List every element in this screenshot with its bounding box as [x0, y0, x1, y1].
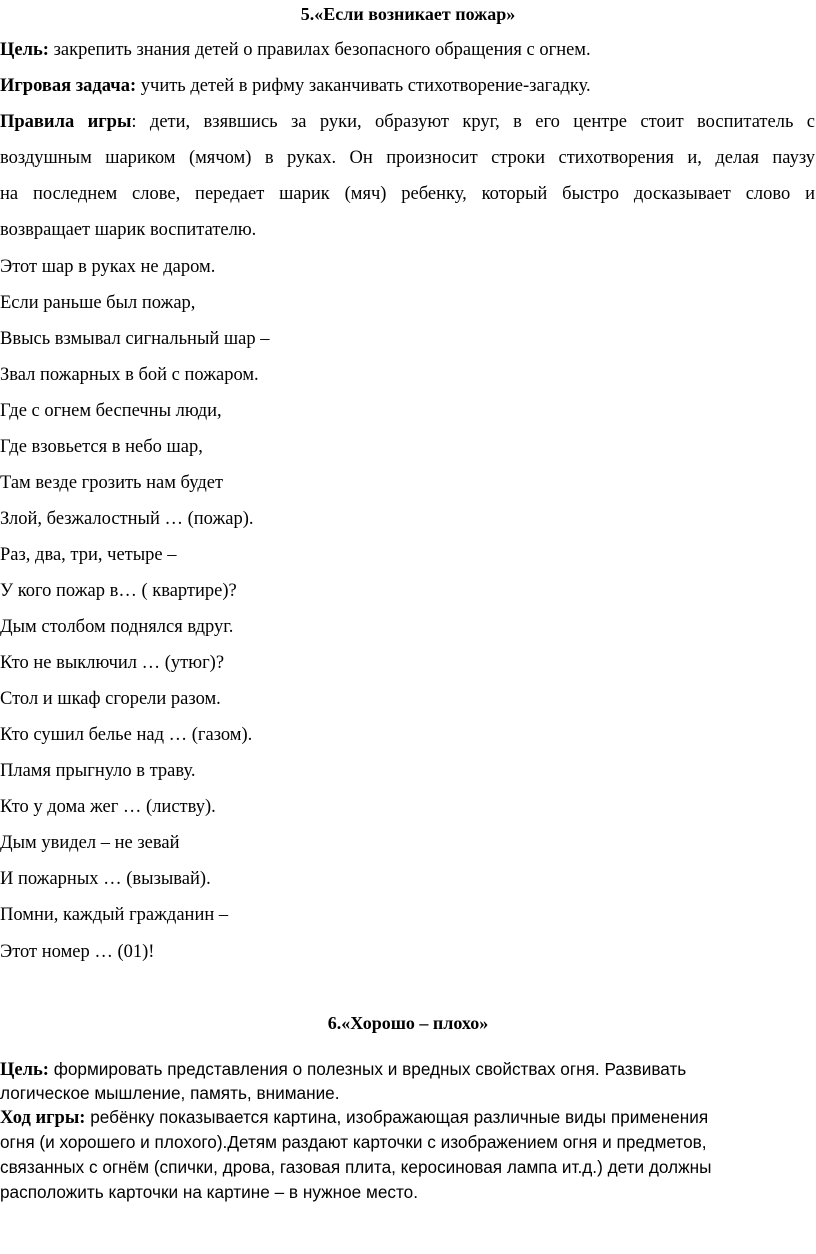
poem-line: Пламя прыгнуло в траву.: [0, 761, 196, 781]
rules-line: на последнем слове, передает шарик (мяч) ребенку, который быстро досказывает слово и: [0, 184, 815, 204]
section1-title: 5.«Если возникает пожар»: [300, 4, 516, 24]
poem-line: Где с огнем беспечны люди,: [0, 401, 222, 421]
poem-line: У кого пожар в… ( квартире)?: [0, 581, 237, 601]
poem-line: Этот номер … (01)!: [0, 942, 155, 962]
task-label: Игровая задача:: [0, 76, 137, 96]
goal-text: формировать представления о полезных и вредных свойствах огня. Развивать: [48, 1059, 687, 1079]
poem-line: Дым увидел – не зевай: [0, 833, 180, 853]
goal-label: Цель:: [0, 1060, 49, 1080]
rules-line: возвращает шарик воспитателю.: [0, 220, 257, 240]
task-text: учить детей в рифму заканчивать стихотворение-загадку.: [136, 76, 591, 96]
poem-line: Где взовьется в небо шар,: [0, 437, 203, 457]
section2-process-line: огня (и хорошего и плохого).Детям раздают карточки с изображением огня и предметов,: [0, 1132, 707, 1152]
poem-line: Этот шар в руках не даром.: [0, 257, 216, 277]
poem-line: Злой, безжалостный … (пожар).: [0, 509, 254, 529]
poem-line: Звал пожарных в бой с пожаром.: [0, 365, 259, 385]
poem-line: И пожарных … (вызывай).: [0, 869, 211, 889]
rules-text: : дети, взявшись за руки, образуют круг, в его центре стоит воспитатель с: [131, 112, 815, 132]
section2-process-line: расположить карточки на картине – в нужное место.: [0, 1182, 418, 1202]
poem-line: Раз, два, три, четыре –: [0, 545, 177, 565]
poem-line: Кто не выключил … (утюг)?: [0, 653, 225, 673]
poem-line: Дым столбом поднялся вдруг.: [0, 617, 234, 637]
poem-line: Стол и шкаф сгорели разом.: [0, 689, 221, 709]
goal-text: закрепить знания детей о правилах безопасного обращения с огнем.: [48, 40, 591, 60]
process-label: Ход игры:: [0, 1108, 86, 1128]
goal-label: Цель:: [0, 40, 49, 60]
rules-line: воздушным шариком (мячом) в руках. Он произносит строки стихотворения и, делая паузу: [0, 148, 815, 168]
poem-line: Помни, каждый гражданин –: [0, 905, 229, 925]
section2-goal-line: логическое мышление, память, внимание.: [0, 1083, 340, 1103]
poem-line: Ввысь взмывал сигнальный шар –: [0, 329, 270, 349]
section2-goal-line: [0, 1059, 812, 1081]
poem-line: Кто сушил белье над … (газом).: [0, 725, 253, 745]
poem-line: Кто у дома жег … (листву).: [0, 797, 216, 817]
section2-process-line: [0, 1107, 812, 1129]
section1-goal: [0, 40, 591, 61]
poem-line: Если раньше был пожар,: [0, 293, 196, 313]
section1-task: [0, 76, 591, 97]
section2-title: 6.«Хорошо – плохо»: [327, 1013, 489, 1033]
section1-rules-line: [0, 112, 815, 133]
rules-label: Правила игры: [0, 112, 132, 132]
process-text: ребёнку показывается картина, изображающая различные виды применения: [85, 1107, 709, 1127]
poem-line: Там везде грозить нам будет: [0, 473, 224, 493]
section2-process-line: связанных с огнём (спички, дрова, газовая плита, керосиновая лампа ит.д.) дети должны: [0, 1157, 712, 1177]
